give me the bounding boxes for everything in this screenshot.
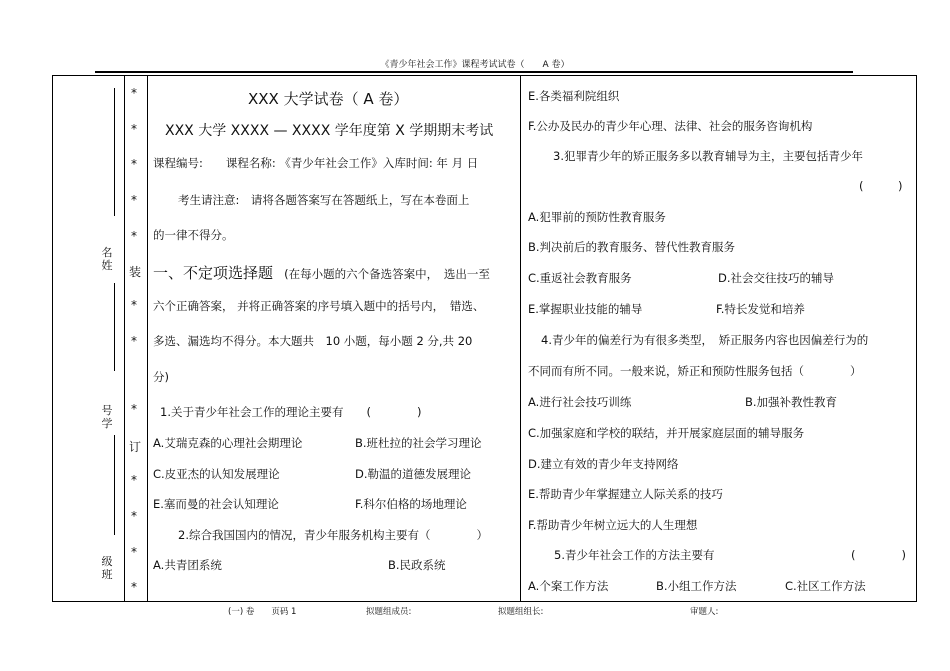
exam-subtitle: XXX 大学 XXXX — XXXX 学年度第 X 学期期末考试: [165, 123, 494, 139]
exam-header: 《青少年社会工作》课程考试试卷（ A 卷）: [380, 60, 570, 70]
q2-option-e: E.各类福利院组织: [528, 89, 620, 103]
side-line-3: [114, 435, 115, 535]
q5-option-b: B.小组工作方法: [656, 579, 737, 593]
q1-option-a: A.艾瑞克森的心理社会期理论: [153, 436, 303, 450]
binding-divider-1: [124, 75, 125, 602]
question-4-line-1: 4.青少年的偏差行为有很多类型， 矫正服务内容也因偏差行为的: [541, 333, 869, 347]
section-desc-2: 六个正确答案， 并将正确答案的序号填入题中的括号内， 错选、: [153, 299, 485, 313]
q4-option-c: C.加强家庭和学校的联结，并开展家庭层面的辅导服务: [528, 426, 805, 440]
column-divider: [520, 75, 521, 602]
side-line-1: [114, 88, 115, 216]
q4-option-d: D.建立有效的青少年支持网络: [528, 457, 679, 471]
question-3: 3.犯罪青少年的矫正服务多以教育辅导为主，主要包括青少年: [553, 149, 863, 163]
question-4-line-2: 不同而有所不同。一般来说，矫正和预防性服务包括（ ）: [528, 364, 862, 378]
course-info: 课程编号: 课程名称: 《青少年社会工作》入库时间: 年 月 日: [153, 156, 479, 170]
q3-answer-paren: ( ): [859, 179, 903, 193]
binding-mark: *: [131, 509, 137, 523]
footer-page: (一) 卷 页码 1: [228, 607, 297, 617]
binding-mark: *: [131, 193, 137, 207]
q1-option-b: B.班杜拉的社会学习理论: [355, 436, 482, 450]
footer-members: 拟题组成员:: [366, 607, 412, 617]
q4-option-b: B.加强补教性教育: [745, 395, 838, 409]
q2-option-a: A.共青团系统: [153, 558, 222, 572]
section-desc-3: 多选、漏选均不得分。本大题共 10 小题，每小题 2 分,共 20: [153, 334, 473, 348]
name-label: 名 姓: [101, 246, 113, 272]
notice-line-2: 的一律不得分。: [153, 228, 234, 242]
q5-option-a: A.个案工作方法: [528, 579, 609, 593]
section-title: 一、不定项选择题: [153, 264, 274, 282]
q1-option-d: D.勒温的道德发展理论: [355, 467, 472, 481]
section-header: [153, 262, 490, 283]
binding-mark: *: [131, 86, 137, 100]
binding-mark: *: [131, 157, 137, 171]
header-rule: [95, 71, 853, 73]
binding-divider-2: [147, 75, 148, 602]
q3-option-c: C.重返社会教育服务: [528, 271, 632, 285]
notice-line-1: 考生请注意: 请将各题答案写在答题纸上，写在本卷面上: [178, 193, 470, 207]
q3-option-b: B.判决前后的教育服务、替代性教育服务: [528, 240, 736, 254]
q3-option-e: E.掌握职业技能的辅导: [528, 302, 643, 316]
q1-option-c: C.皮亚杰的认知发展理论: [153, 467, 280, 481]
q3-option-a: A.犯罪前的预防性教育服务: [528, 210, 666, 224]
student-id-label: 号 学: [101, 404, 113, 430]
question-2: 2.综合我国国内的情况，青少年服务机构主要有（ ）: [178, 528, 488, 542]
binding-mark: *: [131, 229, 137, 243]
section-desc-4: 分): [153, 370, 169, 384]
footer-reviewer: 审题人:: [690, 607, 719, 617]
q2-option-b: B.民政系统: [388, 558, 446, 572]
q2-option-f: F.公办及民办的青少年心理、法律、社会的服务咨询机构: [528, 119, 813, 133]
side-line-2: [114, 283, 115, 371]
q1-option-f: F.科尔伯格的场地理论: [355, 497, 467, 511]
exam-title: XXX 大学试卷（ A 卷）: [248, 90, 409, 108]
q1-option-e: E.塞而曼的社会认知理论: [153, 497, 279, 511]
question-5: 5.青少年社会工作的方法主要有: [554, 548, 715, 562]
binding-label-zhuang: 装: [129, 265, 142, 279]
class-label: 级 班: [101, 555, 113, 581]
q5-option-c: C.社区工作方法: [785, 579, 866, 593]
binding-mark: *: [131, 298, 137, 312]
binding-mark: *: [131, 545, 137, 559]
q3-option-f: F.特长发觉和培养: [716, 302, 805, 316]
q4-option-f: F.帮助青少年树立远大的人生理想: [528, 518, 698, 532]
binding-mark: *: [131, 122, 137, 136]
binding-label-ding: 订: [129, 440, 142, 454]
q4-option-e: E.帮助青少年掌握建立人际关系的技巧: [528, 487, 723, 501]
q5-answer-paren: ( ): [851, 548, 906, 562]
binding-mark: *: [131, 402, 137, 416]
q3-option-d: D.社会交往技巧的辅导: [718, 271, 835, 285]
binding-mark: *: [131, 473, 137, 487]
section-desc-1: (在每小题的六个备选答案中， 选出一至: [284, 267, 490, 281]
q4-option-a: A.进行社会技巧训练: [528, 395, 632, 409]
question-1: 1.关于青少年社会工作的理论主要有 ( ): [160, 405, 422, 419]
footer-leader: 拟题组组长:: [498, 607, 544, 617]
binding-mark: *: [131, 334, 137, 348]
binding-mark: *: [131, 580, 137, 594]
